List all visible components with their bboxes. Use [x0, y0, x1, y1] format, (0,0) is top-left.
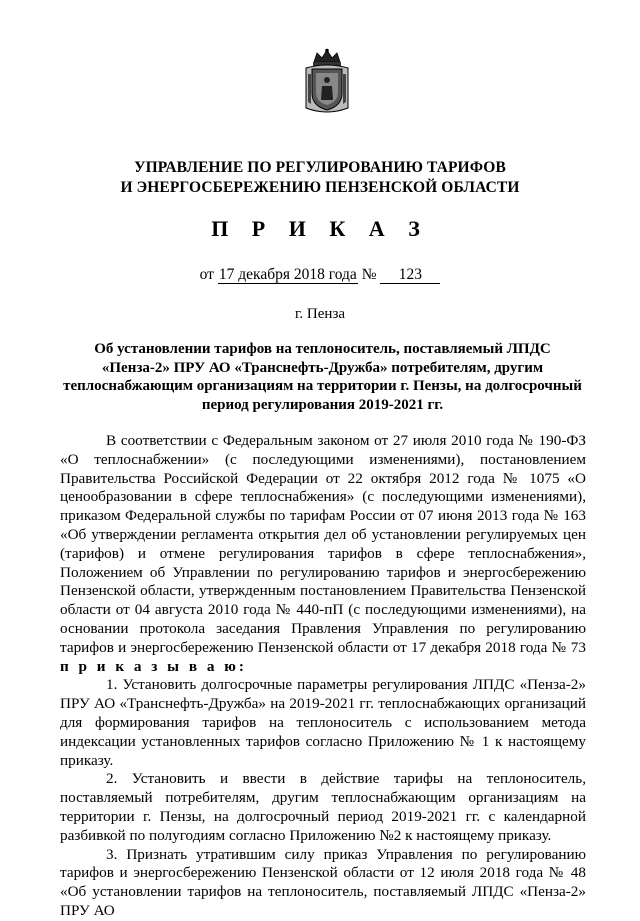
order-number: 123 — [380, 266, 440, 284]
order-date: 17 декабря 2018 года — [218, 266, 357, 283]
organization-name-line1: УПРАВЛЕНИЕ ПО РЕГУЛИРОВАНИЮ ТАРИФОВ — [134, 159, 506, 176]
number-sign: № — [361, 266, 377, 283]
order-body — [60, 432, 586, 921]
preamble-text: В соответствии с Федеральным законом от 27 июля 2010 года № 190-ФЗ «О теплоснабжении» (с последующими изменениями), постановлением Правительства Российской Федерации от 22 октября 2012 года № 1075 «О ценообразовании в сфере теплоснабжения» (с последующими изменениями), приказом Федеральной службы по тарифам России от 07 июня 2013 года № 163 «Об утверждении регламента открытия дел об установлении регулируемых цен (тарифов) и отмене регулирования тарифов в сфере теплоснабжения», Положением об Управлении по регулированию тарифов и энергосбережению Пензенской области, утвержденным постановлением Правительства Пензенской области от 04 августа 2010 года № 440-пП (с последующими изменениями), на основании протокола заседания Правления Управления по регулированию тарифов и энергосбережению Пензенской области от 17 декабря 2018 года № 73 — [60, 432, 586, 656]
penza-coat-of-arms-icon — [302, 48, 352, 114]
order-date-line — [0, 266, 640, 284]
organization-name — [0, 158, 640, 198]
order-title: П Р И К А З — [211, 216, 429, 241]
preamble-paragraph — [60, 432, 586, 676]
order-item-2: 2. Установить и ввести в действие тарифы на теплоноситель, поставляемый потребителям, другим теплоснабжающим организациям на территории г. Пензы, на долгосрочный период 2019-2021 гг. с календарной разбивкой по полугодиям согласно Приложению №2 к настоящему приказу. — [60, 770, 586, 844]
organization-name-line2: И ЭНЕРГОСБЕРЕЖЕНИЮ ПЕНЗЕНСКОЙ ОБЛАСТИ — [120, 179, 520, 196]
order-subject: Об установлении тарифов на теплоноситель, поставляемый ЛПДС «Пенза-2» ПРУ АО «Транснефть-Дружба» потребителям, другим теплоснабжающим организациям на территории г. Пензы, на долгосрочный период регулирования 2019-2021 гг. — [63, 341, 582, 413]
order-item-3: 3. Признать утратившим силу приказ Управления по регулированию тарифов и энергосбережению Пензенской области от 12 июля 2018 года № 48 «Об установлении тарифов на теплоноситель, поставляемый ЛПДС «Пенза-2» ПРУ АО — [60, 845, 586, 919]
date-prefix: от — [199, 266, 214, 283]
order-command: п р и к а з ы в а ю: — [60, 657, 247, 675]
order-item-1: 1. Установить долгосрочные параметры регулирования ЛПДС «Пенза-2» ПРУ АО «Транснефть-Дружба» на 2019-2021 гг. теплоснабжающих организаций для формирования тарифов на теплоноситель с использованием метода индексации установленных тарифов согласно Приложению № 1 к настоящему приказу. — [60, 676, 586, 769]
order-city: г. Пенза — [294, 306, 346, 322]
